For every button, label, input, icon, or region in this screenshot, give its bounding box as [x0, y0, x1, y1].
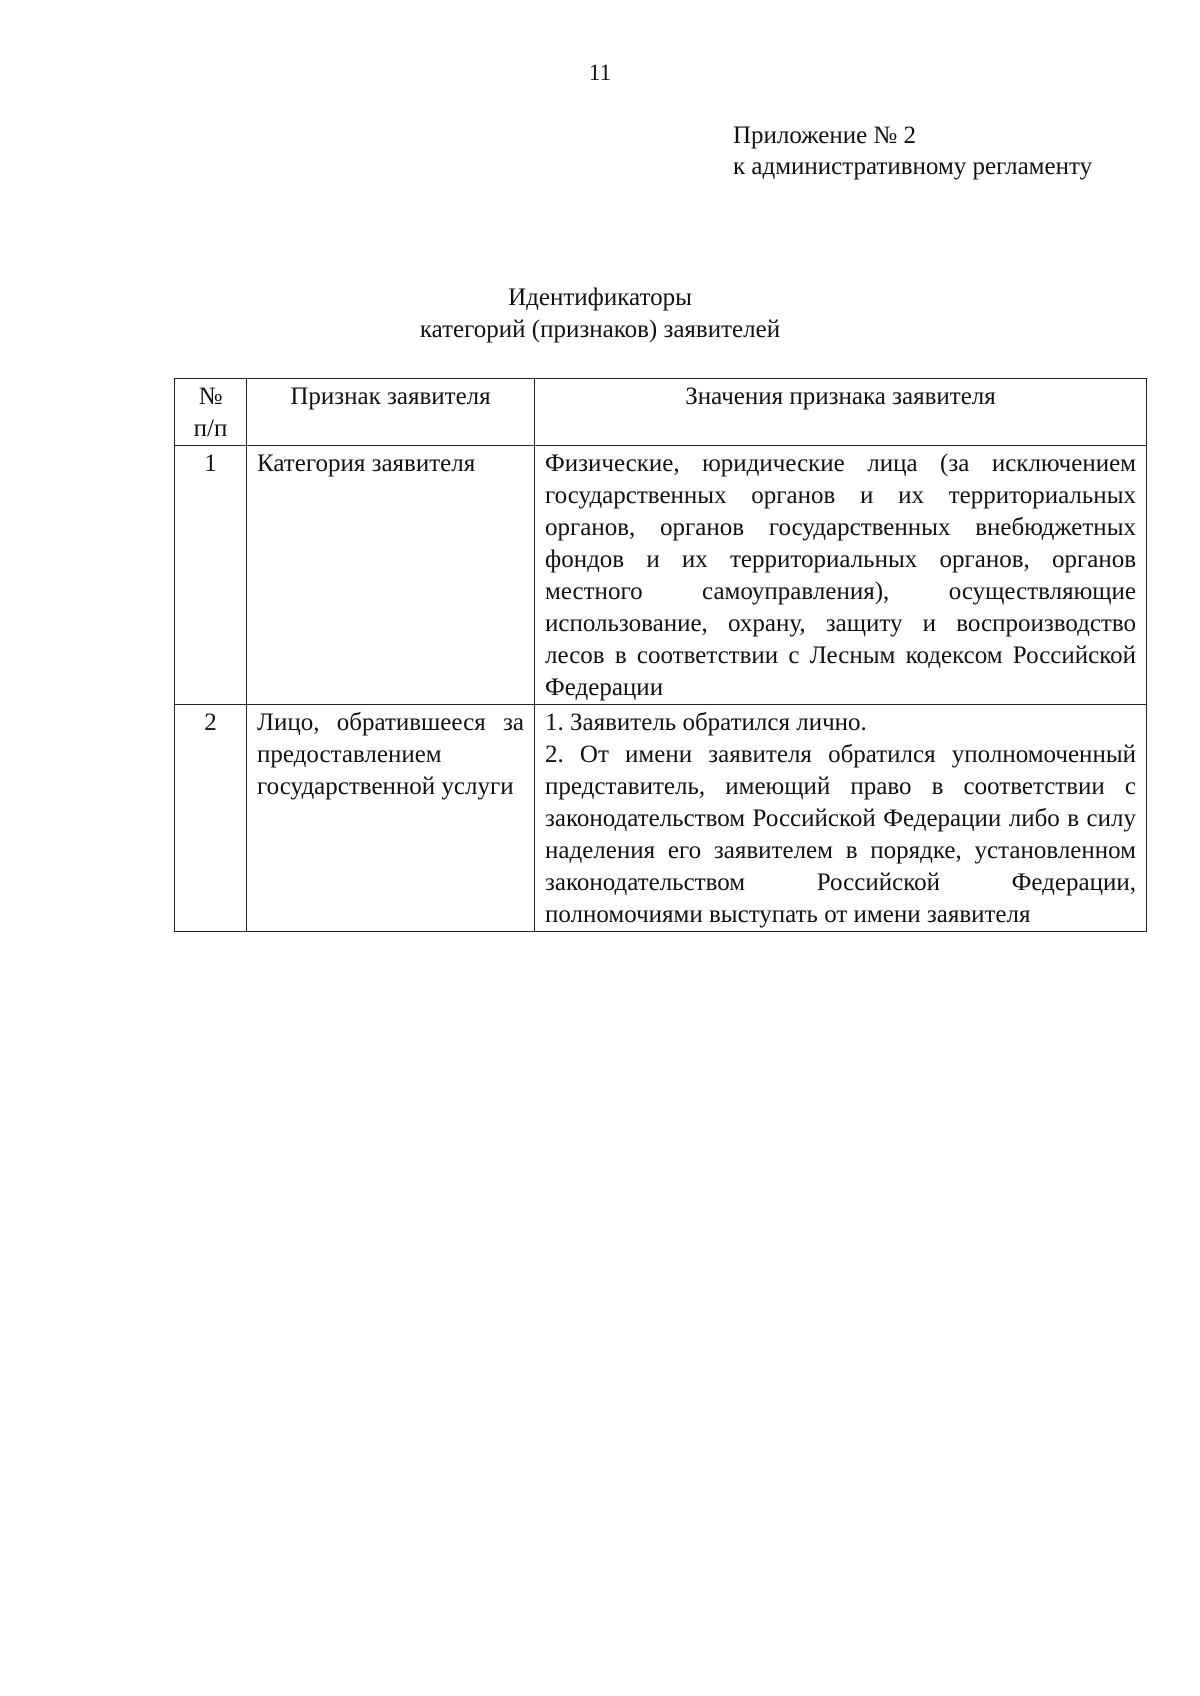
row-value-text: Физические, юридические лица (за исключением государственных органов и их территориальных органов, органов государственных внебюджетных фондов и их территориальных органов, органов местного самоуправления), осуществляющие использование, охрану, защиту и воспроизводство лесов в соответствии с Лесным кодексом Российской Федерации	[545, 450, 1136, 701]
table-row	[175, 446, 1147, 705]
appendix-line-1: Приложение № 2	[733, 122, 917, 149]
row-value-text: 2. От имени заявителя обратился уполномоченный представитель, имеющий право в соответствии с законодательством Российской Федерации либо в силу наделения его заявителем в порядке, установленном законодательством Российской Федерации, полномочиями выступать от имени заявителя	[545, 741, 1136, 928]
document-title	[0, 282, 1200, 346]
row-number: 1	[175, 446, 247, 705]
row-attribute: Категория заявителя	[247, 446, 535, 705]
table-header-row	[175, 379, 1147, 446]
identifiers-table	[174, 378, 1147, 932]
page-number: 11	[588, 60, 612, 85]
row-values	[535, 446, 1147, 705]
header-number-line-1: №	[198, 383, 223, 410]
row-value-text: 1. Заявитель обратился лично.	[545, 709, 867, 736]
document-title-line-1: Идентификаторы	[508, 284, 692, 311]
appendix-line-2: к административному регламенту	[733, 153, 1093, 180]
header-number-line-2: п/п	[193, 415, 228, 442]
row-number: 2	[175, 705, 247, 932]
appendix-reference	[733, 120, 1092, 182]
header-values: Значения признака заявителя	[535, 379, 1147, 446]
header-number	[175, 379, 247, 446]
row-attribute: Лицо, обратившееся за предоставлением государственной услуги	[247, 705, 535, 932]
row-values	[535, 705, 1147, 932]
table-row	[175, 705, 1147, 932]
header-attribute: Признак заявителя	[247, 379, 535, 446]
document-title-line-2: категорий (признаков) заявителей	[419, 316, 781, 343]
